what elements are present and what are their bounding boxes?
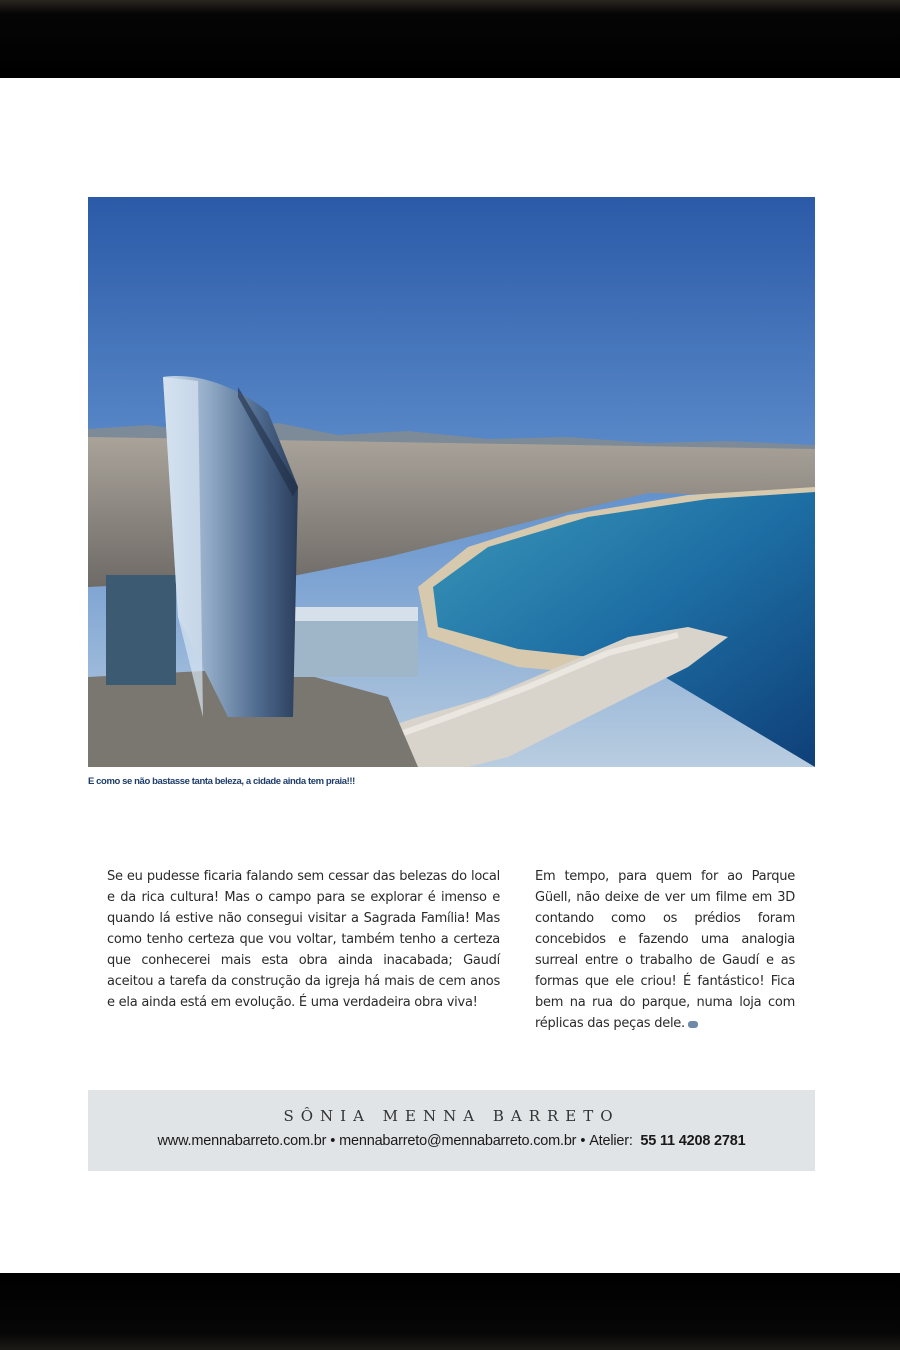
footer-email-link[interactable]: mennabarreto@mennabarreto.com.br	[339, 1133, 577, 1149]
footer-phone: 55 11 4208 2781	[640, 1133, 746, 1149]
scan-border-top	[0, 0, 900, 78]
footer-website-link[interactable]: www.mennabarreto.com.br	[157, 1133, 327, 1149]
article-paragraph-right-text: Em tempo, para quem for ao Parque Güell, não deixe de ver um filme em 3D contando como os prédios foram concebidos e fazendo uma analogia surreal entre o trabalho de Gaudí e as formas que ele criou! É fantástico! Fica bem na rua do parque, numa loja com réplicas das peças dele.	[535, 869, 795, 1031]
footer-banner	[88, 1090, 815, 1171]
photo-caption: E como se não bastasse tanta beleza, a cidade ainda tem praia!!!	[88, 776, 355, 787]
footer-separator: •	[330, 1133, 336, 1149]
article-paragraph-left: Se eu pudesse ficaria falando sem cessar das belezas do local e da rica cultura! Mas o campo para se explorar é imenso e quando lá estive não consegui visitar a Sagrada Família! Mas como tenho certeza que vou voltar, também tenho a certeza que conhecerei mais esta obra ainda inacabada; Gaudí aceitou a tarefa da construção da igreja há mais de cem anos e ela ainda está em evolução. É uma verdadeira obra viva!	[107, 869, 500, 1010]
scan-border-bottom	[0, 1273, 900, 1350]
footer-brand-name: SÔNIA MENNA BARRETO	[283, 1107, 620, 1125]
article-paragraph-right	[535, 866, 795, 1034]
footer-separator-2: •	[580, 1133, 586, 1149]
footer-atelier-label: Atelier:	[589, 1133, 633, 1149]
footer-contact-line	[88, 1133, 815, 1149]
hotel-and-beach-photo	[88, 197, 815, 767]
end-of-article-icon	[688, 1021, 698, 1028]
